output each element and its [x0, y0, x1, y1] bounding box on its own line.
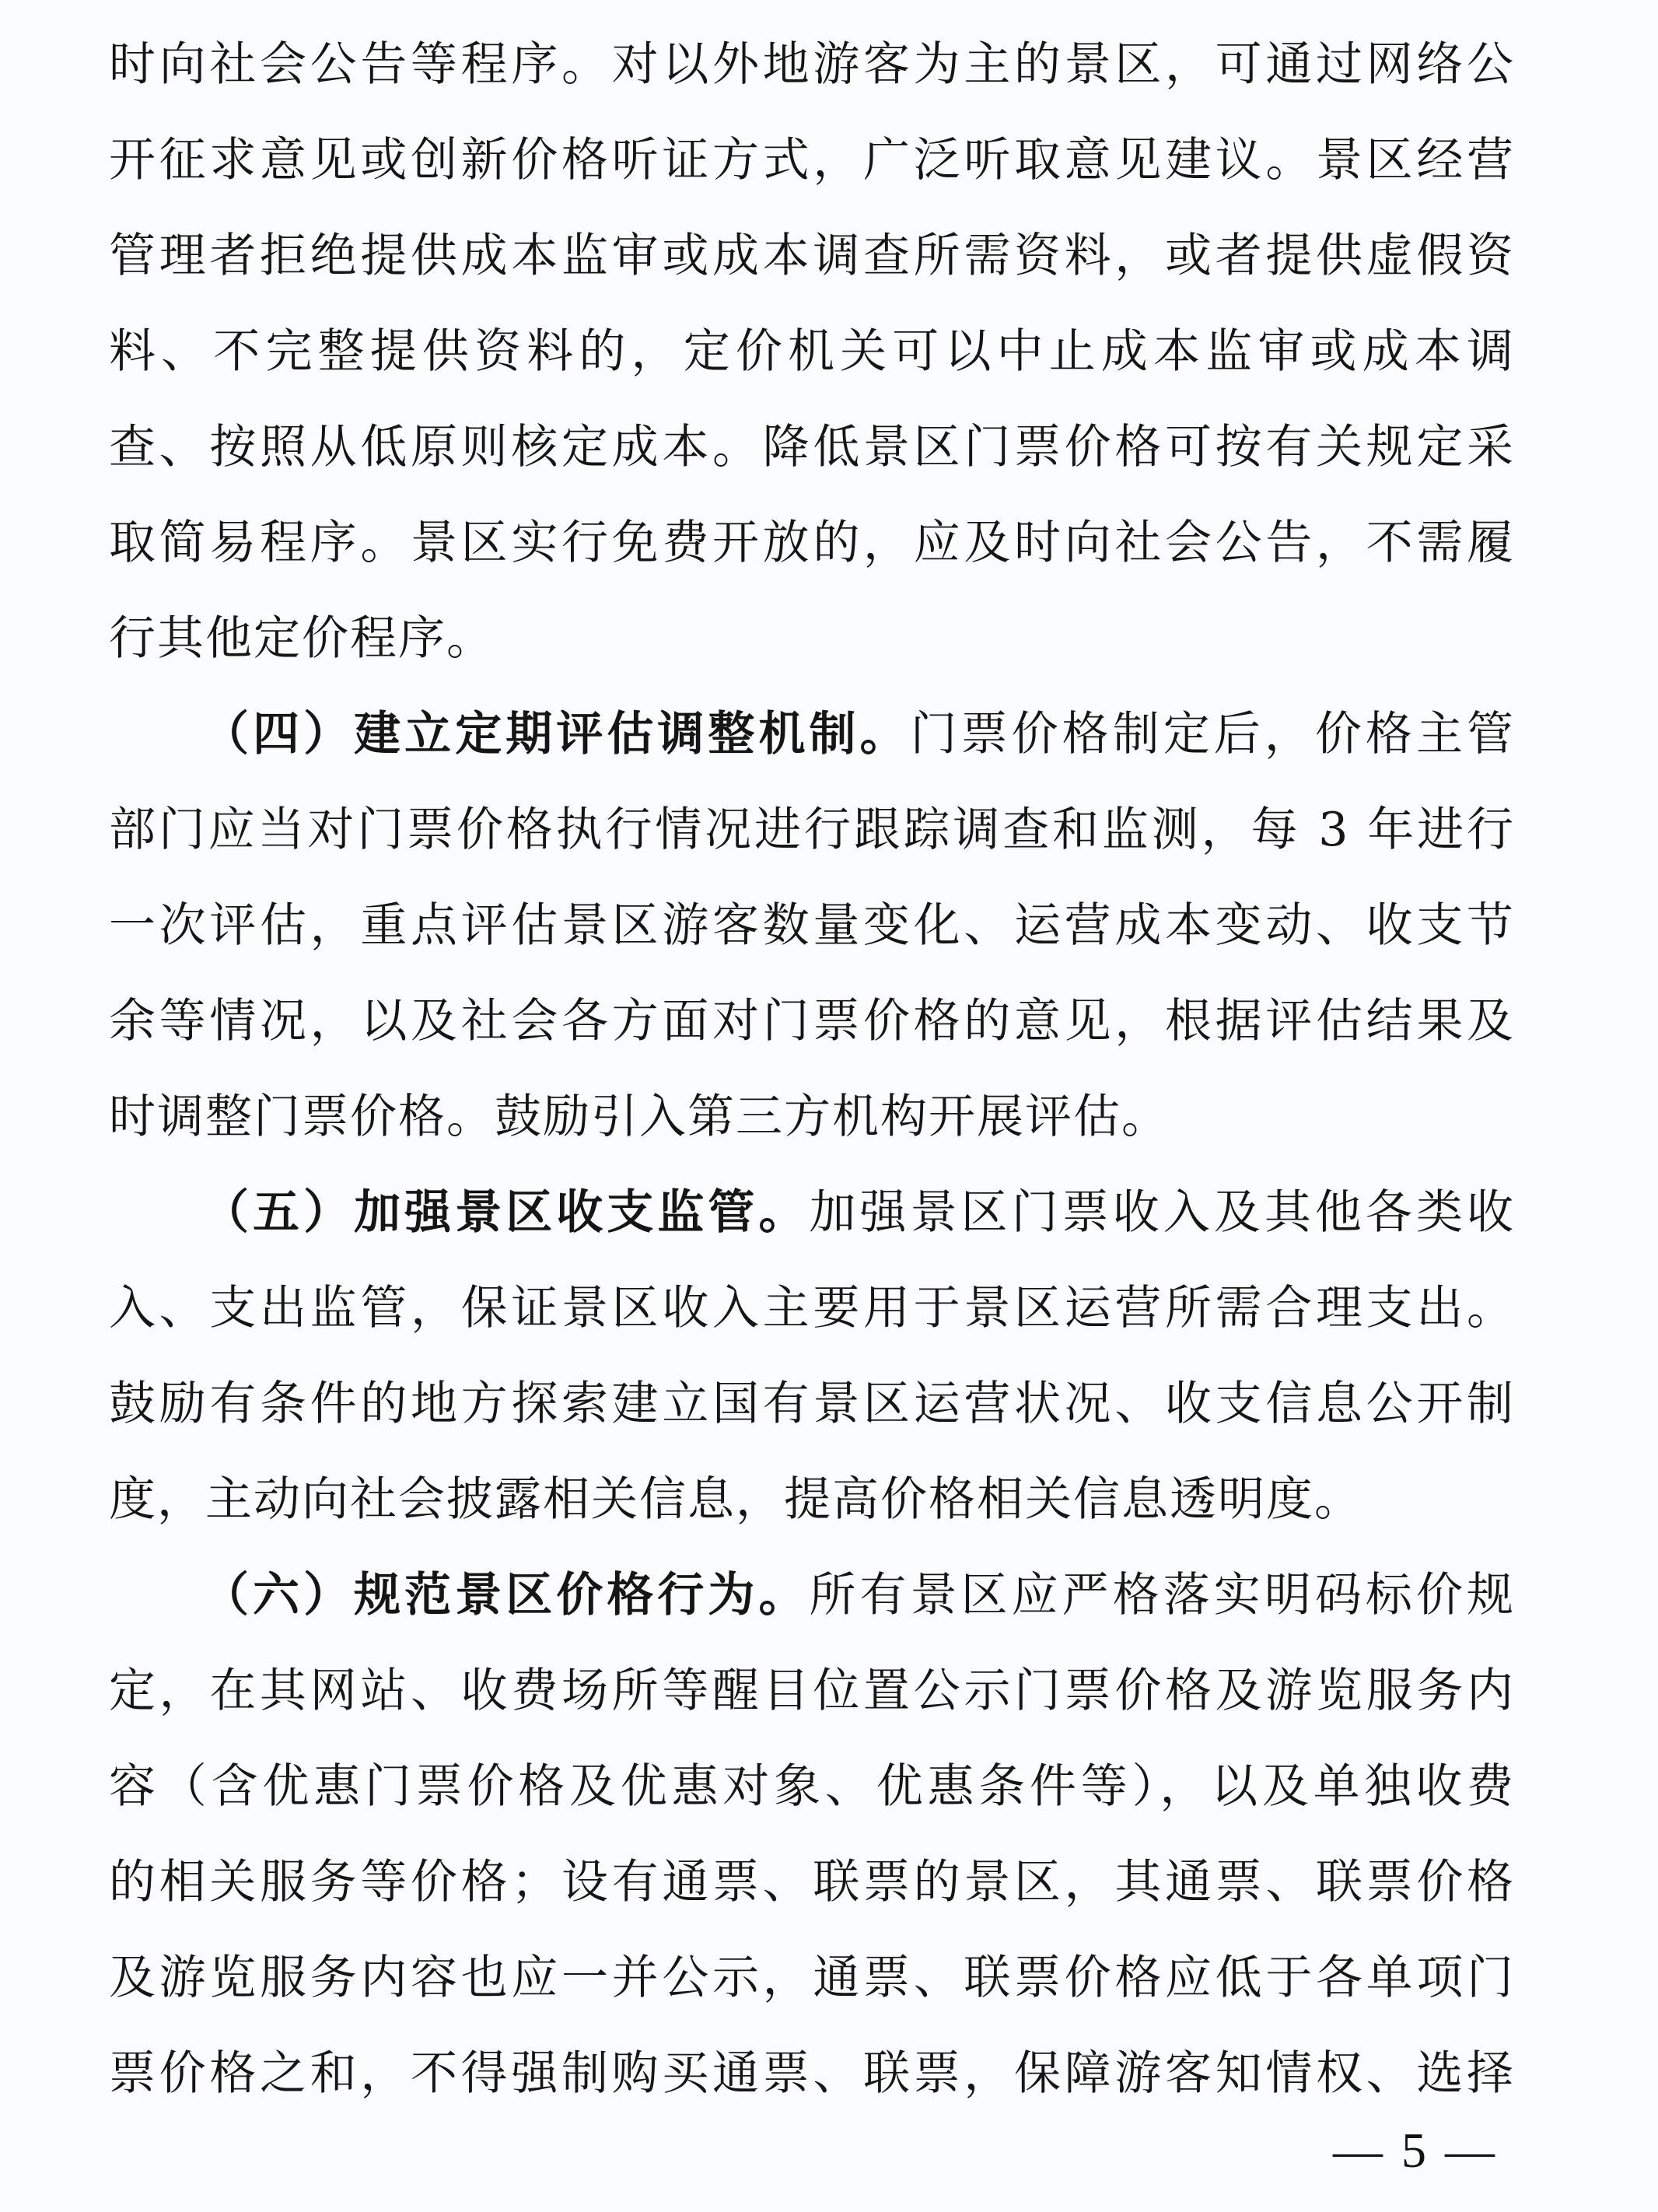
- section-text: 加强景区门票收入及其他各类收: [809, 1185, 1516, 1240]
- section-heading: （五）加强景区收支监管。: [202, 1185, 810, 1240]
- text-line: [109, 1548, 1515, 1643]
- text-line: 入、支出监管，保证景区收入主要用于景区运营所需合理支出。: [109, 1281, 1515, 1335]
- section-text: 门票价格制定后，价格主管: [910, 707, 1516, 761]
- text-line: 开征求意见或创新价格听证方式，广泛听取意见建议。景区经营: [109, 133, 1515, 187]
- text-line: [109, 687, 1515, 782]
- text-line: 定，在其网站、收费场所等醒目位置公示门票价格及游览服务内: [109, 1664, 1515, 1718]
- section-text: 所有景区应严格落实明码标价规: [809, 1568, 1516, 1622]
- section-five: [109, 1165, 1515, 1548]
- text-line: 一次评估，重点评估景区游客数量变化、运营成本变动、收支节: [109, 898, 1515, 953]
- document-page: [109, 17, 1515, 2122]
- text-line: 的相关服务等价格；设有通票、联票的景区，其通票、联票价格: [109, 1855, 1515, 1909]
- page-number: — 5 —: [1333, 2123, 1498, 2178]
- section-heading: （六）规范景区价格行为。: [202, 1568, 810, 1622]
- text-line: 部门应当对门票价格执行情况进行跟踪调查和监测，每 3 年进行: [109, 803, 1515, 857]
- text-line: 及游览服务内容也应一并公示，通票、联票价格应低于各单项门: [109, 1951, 1515, 2005]
- text-line: 行其他定价程序。: [109, 611, 495, 666]
- text-line: 管理者拒绝提供成本监审或成本调查所需资料，或者提供虚假资: [109, 229, 1515, 283]
- text-line: 查、按照从低原则核定成本。降低景区门票价格可按有关规定采: [109, 420, 1515, 474]
- section-four: [109, 687, 1515, 1165]
- text-line: 时调整门票价格。鼓励引入第三方机构开展评估。: [109, 1090, 1170, 1144]
- text-line: 度，主动向社会披露相关信息，提高价格相关信息透明度。: [109, 1472, 1362, 1527]
- text-line: 鼓励有条件的地方探索建立国有景区运营状况、收支信息公开制: [109, 1377, 1515, 1431]
- text-line: 取简易程序。景区实行免费开放的，应及时向社会公告，不需履: [109, 516, 1515, 570]
- text-line: [109, 1165, 1515, 1261]
- section-six: [109, 1548, 1515, 2122]
- text-line: 票价格之和，不得强制购买通票、联票，保障游客知情权、选择: [109, 2046, 1515, 2101]
- section-heading: （四）建立定期评估调整机制。: [202, 707, 911, 761]
- text-line: 料、不完整提供资料的，定价机关可以中止成本监审或成本调: [109, 324, 1515, 379]
- text-line: 容（含优惠门票价格及优惠对象、优惠条件等），以及单独收费: [109, 1759, 1515, 1814]
- paragraph-continuation: [109, 17, 1515, 687]
- text-line: 余等情况，以及社会各方面对门票价格的意见，根据评估结果及: [109, 994, 1515, 1048]
- text-line: 时向社会公告等程序。对以外地游客为主的景区，可通过网络公: [109, 37, 1515, 92]
